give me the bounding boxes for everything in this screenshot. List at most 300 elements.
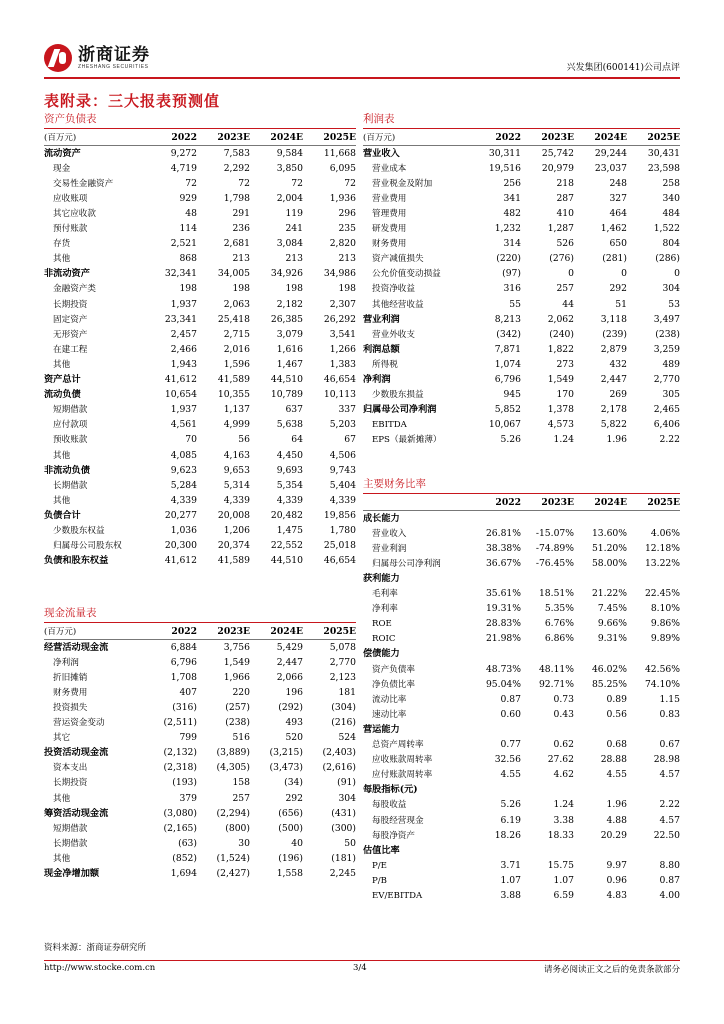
row-value: 2,292 [223,162,250,174]
row-value: 258 [662,177,680,189]
row-value: 41,589 [217,374,250,386]
row-value: 296 [338,208,356,220]
unit-label: (百万元) [363,132,396,143]
row-value: 25,742 [541,147,574,159]
row-value [521,783,574,798]
row-label: 资产负债率 [372,664,415,675]
row-value: 4,085 [170,449,197,461]
row-value: 18.26 [494,829,521,841]
row-label: 归属母公司净利润 [372,558,441,569]
row-value: 196 [285,686,303,698]
balance-sheet-title: 资产负债表 [44,112,356,129]
table-row [44,523,356,538]
header-divider [44,77,680,79]
row-value: 8.10% [650,603,680,615]
row-value: 1,798 [223,192,250,204]
table-row [363,647,680,662]
row-value: 44,510 [270,374,303,386]
row-value: 4.57 [659,814,680,826]
table-row [363,783,680,798]
row-value: 6,406 [653,419,680,431]
row-value: 3.38 [553,814,574,826]
row-value: 18.51% [538,588,574,600]
row-label: 预收账款 [53,435,88,446]
row-value: 20,374 [217,540,250,552]
row-value: 22.45% [644,588,680,600]
row-value: 3,084 [276,238,303,250]
table-row [363,433,680,448]
table-row [363,617,680,632]
row-value: 10,067 [488,419,521,431]
row-label: 其他经营收益 [372,299,424,310]
row-value: 1,549 [547,374,574,386]
row-value: 489 [662,358,680,370]
row-value: 13.60% [591,527,627,539]
row-value: 3,118 [600,313,627,325]
row-value: 41,589 [217,555,250,567]
row-value: (220) [496,253,521,265]
row-value: 1,232 [494,223,521,235]
row-label: 营业收入 [363,147,400,159]
row-value: 248 [609,177,627,189]
row-value: 1.07 [500,874,521,886]
table-row [363,587,680,602]
table-row [363,526,680,541]
row-label: 其他 [53,450,71,461]
table-row [44,161,356,176]
row-label: 流动负债 [44,389,81,401]
row-value: 10,113 [323,389,356,401]
row-value: -74.89% [535,542,574,554]
row-value: 48 [185,208,197,220]
row-value: (181) [331,852,356,864]
table-row [363,312,680,327]
row-label: P/E [372,860,387,871]
row-value: 20,008 [217,509,250,521]
table-row [44,851,356,866]
table-row [363,722,680,737]
row-value [468,647,521,662]
row-value: 42.56% [644,663,680,675]
table-row [44,237,356,252]
row-value: 314 [503,238,521,250]
row-value: 22.50 [653,829,680,841]
table-row [363,768,680,783]
table-row [44,478,356,493]
row-value: 0.96 [606,874,627,886]
year-header: 2022 [495,496,521,508]
row-value: 2,307 [329,298,356,310]
row-value: 2,770 [329,656,356,668]
row-value [627,722,680,737]
row-value: 3,079 [276,328,303,340]
row-value: (240) [549,328,574,340]
row-value: 5,203 [329,419,356,431]
year-header: 2022 [495,131,521,143]
row-value: 1,137 [223,404,250,416]
row-value: 484 [662,208,680,220]
row-value: 9.86% [650,618,680,630]
row-value: (238) [655,328,680,340]
row-value: 1,822 [547,343,574,355]
row-value: 2,178 [600,404,627,416]
row-label: 折旧摊销 [53,672,88,683]
row-value: 4,450 [276,449,303,461]
row-value: (239) [602,328,627,340]
row-value: 1,475 [276,524,303,536]
table-row [363,677,680,692]
row-value: 2,879 [600,343,627,355]
table-row [44,463,356,478]
table-row [44,282,356,297]
row-value: 21.22% [591,588,627,600]
row-value: 2,004 [276,192,303,204]
row-value: 432 [609,358,627,370]
row-label: 公允价值变动损益 [372,269,441,280]
table-row [44,297,356,312]
row-value: 1,694 [170,868,197,880]
ratios-title: 主要财务比率 [363,477,680,494]
row-value: 5,354 [276,479,303,491]
row-value: 1,378 [547,404,574,416]
row-value: 7,871 [494,343,521,355]
table-row [363,357,680,372]
row-label: 现金净增加额 [44,868,100,880]
row-value: 46.02% [591,663,627,675]
row-value: 316 [503,283,521,295]
ratios-table [363,495,680,904]
row-value: 1.24 [553,799,574,811]
row-value: 5,284 [170,479,197,491]
row-label: EPS（最新摊薄） [372,435,442,446]
row-value: 304 [338,792,356,804]
company-logo [44,44,150,72]
row-value: 64 [291,434,303,446]
row-value: 493 [285,717,303,729]
row-value: 4,573 [547,419,574,431]
row-value: (316) [172,702,197,714]
row-value: 9,272 [170,147,197,159]
row-value [574,511,627,527]
row-value [627,647,680,662]
logo-mark-icon [44,44,72,72]
row-value: 0.60 [500,708,521,720]
row-value: 3,259 [653,343,680,355]
row-value: 945 [503,389,521,401]
row-label: 偿债能力 [363,648,400,660]
row-value: 0.56 [606,708,627,720]
row-label: EV/EBITDA [372,890,423,901]
row-value: (281) [602,253,627,265]
row-value [468,722,521,737]
row-value: (3,080) [163,807,197,819]
row-value: 53 [668,298,680,310]
row-value: (500) [278,822,303,834]
table-row [363,222,680,237]
row-value: 0.83 [659,708,680,720]
row-value: 4,561 [170,419,197,431]
row-label: 短期借款 [53,823,88,834]
row-value: 20,482 [270,509,303,521]
row-value: 30,431 [647,147,680,159]
row-value: 4,339 [170,494,197,506]
table-row [44,206,356,221]
row-value: 799 [179,732,197,744]
row-label: 净负债比率 [372,679,415,690]
row-label: 现金 [53,163,71,174]
row-value: 25,018 [323,540,356,552]
row-value: 34,986 [323,268,356,280]
row-value: 23,598 [647,162,680,174]
row-value: 2,447 [276,656,303,668]
row-value: 804 [662,238,680,250]
row-label: 净利率 [372,604,398,615]
row-label: 每股经营现金 [372,815,424,826]
table-row [44,746,356,761]
table-row [44,418,356,433]
row-value: 1,616 [276,343,303,355]
table-row [363,556,680,571]
row-value: (4,305) [216,762,250,774]
row-value: 28.98 [653,754,680,766]
cash-flow-title: 现金流量表 [44,606,356,623]
row-value: 1,708 [170,671,197,683]
unit-label: (百万元) [44,626,77,637]
row-value: 236 [232,223,250,235]
row-value: 74.10% [644,678,680,690]
row-value: 85.25% [591,678,627,690]
row-value: 516 [232,732,250,744]
row-label: 无形资产 [53,329,88,340]
table-row [44,222,356,237]
table-row [44,716,356,731]
year-header: 2024E [594,496,627,508]
row-value: 5.26 [500,799,521,811]
row-label: 负债和股东权益 [44,555,109,567]
row-value: 1,558 [276,868,303,880]
row-value: 198 [179,283,197,295]
year-header: 2023E [217,131,250,143]
data-source-note: 资料来源：浙商证券研究所 [44,943,147,953]
row-value: 304 [662,283,680,295]
row-value: 34,926 [270,268,303,280]
row-value: 12.18% [644,542,680,554]
row-value: 30 [238,837,250,849]
row-value: 2,245 [329,868,356,880]
row-label: 毛利率 [372,589,398,600]
row-value: 1,467 [276,358,303,370]
row-value: 3.71 [500,859,521,871]
row-value [468,511,521,527]
row-value: 32,341 [164,268,197,280]
table-row [363,707,680,722]
table-row [363,888,680,903]
row-value: 35.61% [485,588,521,600]
row-label: 预付账款 [53,224,88,235]
row-value: 46,654 [323,374,356,386]
row-value: 32.56 [494,754,521,766]
row-value: 524 [338,732,356,744]
row-value: 23,037 [594,162,627,174]
table-row [363,843,680,858]
row-label: 经营活动现金流 [44,641,109,653]
row-value: 3,756 [223,641,250,653]
row-value: (2,294) [216,807,250,819]
table-row [44,700,356,715]
row-value: 9.89% [650,633,680,645]
row-value: 5,429 [276,641,303,653]
row-value: 7,583 [223,147,250,159]
row-value: 327 [609,192,627,204]
row-value [521,571,574,586]
row-value: 8.80 [659,859,680,871]
row-value: (257) [225,702,250,714]
row-value: 4.57 [659,769,680,781]
row-value: 4,506 [329,449,356,461]
row-value: 5,638 [276,419,303,431]
row-value: 4.55 [500,769,521,781]
row-value [627,571,680,586]
unit-label: (百万元) [44,132,77,143]
row-value: 3,497 [653,313,680,325]
row-label: 获利能力 [363,573,400,585]
table-row [363,327,680,342]
row-value: 70 [185,434,197,446]
row-value: 235 [338,223,356,235]
row-value: 1,780 [329,524,356,536]
income-statement-title: 利润表 [363,112,680,129]
row-value: 9.31% [597,633,627,645]
row-value: 2.22 [659,434,680,446]
row-value: 0 [674,268,680,280]
row-value: (97) [502,268,521,280]
table-row [363,161,680,176]
row-value: 67 [344,434,356,446]
row-value: 2,820 [329,238,356,250]
row-value: 4.06% [650,527,680,539]
table-row [363,267,680,282]
row-label: 营业外收支 [372,329,415,340]
row-value: (656) [278,807,303,819]
row-value: 114 [179,223,197,235]
table-row [44,342,356,357]
row-value: 291 [232,208,250,220]
row-value: 34,005 [217,268,250,280]
table-row [363,403,680,418]
row-label: 估值比率 [363,844,400,856]
row-label: 净利润 [53,657,79,668]
row-label: ROIC [372,634,396,645]
year-header: 2023E [217,625,250,637]
row-value: 5,852 [494,404,521,416]
table-row [44,731,356,746]
year-header: 2024E [270,625,303,637]
row-value: 51 [615,298,627,310]
row-value: 0.73 [553,693,574,705]
table-row [363,237,680,252]
row-value: 4,163 [223,449,250,461]
logo-name-cn: 浙商证券 [78,45,150,65]
table-header-row [363,495,680,511]
row-value: 11,668 [323,147,356,159]
row-label: 每股指标(元) [363,784,418,796]
row-label: 利润总额 [363,343,400,355]
row-value: (193) [172,777,197,789]
row-value: 1,074 [494,358,521,370]
row-value: 1,206 [223,524,250,536]
row-label: 净利润 [363,374,391,386]
row-label: 营业成本 [372,163,407,174]
row-value: 48.73% [485,663,521,675]
row-value: 22,552 [270,540,303,552]
row-label: 其他 [53,793,71,804]
row-value [468,843,521,858]
row-label: 营业利润 [363,313,400,325]
row-value: 9,693 [276,464,303,476]
row-value [574,571,627,586]
row-label: 其他 [53,359,71,370]
row-value: 4.88 [606,814,627,826]
row-value: 8,213 [494,313,521,325]
row-value: 5,078 [329,641,356,653]
row-value [521,647,574,662]
table-row [363,206,680,221]
row-value: (286) [655,253,680,265]
row-value: 20,979 [541,162,574,174]
row-value: 13.22% [644,557,680,569]
row-value: (1,524) [216,852,250,864]
row-value: 257 [556,283,574,295]
row-value: 6.59 [553,889,574,901]
row-value: (34) [284,777,303,789]
row-value: 198 [338,283,356,295]
row-value: 72 [185,177,197,189]
row-value: 20,277 [164,509,197,521]
row-value: 26,292 [323,313,356,325]
row-value: 2,182 [276,298,303,310]
row-label: 其他 [53,853,71,864]
website-link[interactable]: http://www.stocke.com.cn [44,963,156,973]
row-label: 长期借款 [53,838,88,849]
row-value: 5.26 [500,434,521,446]
table-row [44,821,356,836]
row-label: 金融资产类 [53,284,96,295]
row-label: 流动比率 [372,694,407,705]
row-value: 21.98% [485,633,521,645]
table-row [363,858,680,873]
row-value: 6,884 [170,641,197,653]
row-value: 9,623 [170,464,197,476]
row-value: (276) [549,253,574,265]
logo-name-en: ZHESHANG SECURITIES [78,64,149,70]
disclaimer-note: 请务必阅读正文之后的免责条款部分 [543,965,680,975]
row-value: 6.19 [500,814,521,826]
row-value: 2,062 [547,313,574,325]
row-value: 10,355 [217,389,250,401]
row-label: 成长能力 [363,512,400,524]
row-label: ROE [372,619,392,630]
row-label: 长期借款 [53,480,88,491]
row-label: 营业收入 [372,528,407,539]
row-label: 营运资金变动 [53,718,105,729]
row-value: (852) [172,852,197,864]
row-value: (2,403) [322,747,356,759]
row-value: 26,385 [270,313,303,325]
table-row [363,813,680,828]
row-value: 1,943 [170,358,197,370]
table-row [44,357,356,372]
row-value: 2,465 [653,404,680,416]
